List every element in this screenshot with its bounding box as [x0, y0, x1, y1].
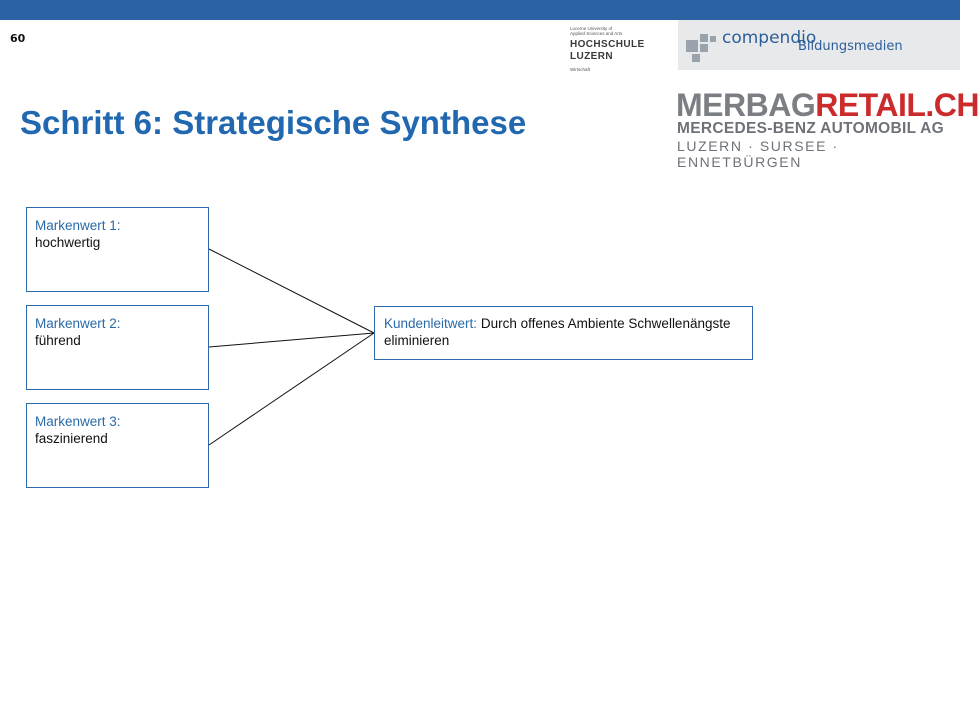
merbag-line2: MERCEDES-BENZ AUTOMOBIL AG	[677, 120, 945, 137]
connector-1	[209, 249, 374, 333]
compendio-name: compendio	[722, 28, 817, 48]
hslu-line2: Applied Sciences and Arts	[570, 31, 623, 36]
merbag-line3: LUZERN · SURSEE · ENNETBÜRGEN	[677, 138, 839, 170]
kundenleitwert-box	[374, 306, 753, 360]
page-title: Schritt 6: Strategische Synthese	[20, 104, 527, 141]
page-number: 60	[10, 32, 26, 45]
merbag-brand-grey: MERBAG	[676, 87, 816, 123]
hslu-line1: Lucerne University of	[570, 26, 613, 31]
markenwert-box-2	[26, 305, 209, 390]
kundenleitwert-value: Durch offenes Ambiente Schwellenängste eliminieren	[384, 316, 731, 348]
connector-3	[209, 333, 374, 445]
markenwert-box-3	[26, 403, 209, 488]
hslu-name1: HOCHSCHULE	[570, 39, 645, 50]
markenwert-value: hochwertig	[35, 235, 101, 250]
markenwert-value: führend	[35, 333, 81, 348]
hslu-dept: Wirtschaft	[570, 67, 591, 72]
markenwert-value: faszinierend	[35, 431, 108, 446]
markenwert-label: Markenwert 1:	[35, 218, 121, 233]
markenwert-label: Markenwert 2:	[35, 316, 121, 331]
hslu-name2: LUZERN	[570, 51, 613, 62]
markenwert-label: Markenwert 3:	[35, 414, 121, 429]
merbag-brand-red: RETAIL.CH	[815, 87, 979, 123]
connector-2	[209, 333, 374, 347]
compendio-sub: Bildungsmedien	[798, 39, 903, 54]
kundenleitwert-label: Kundenleitwert:	[384, 316, 478, 331]
markenwert-box-1	[26, 207, 209, 292]
